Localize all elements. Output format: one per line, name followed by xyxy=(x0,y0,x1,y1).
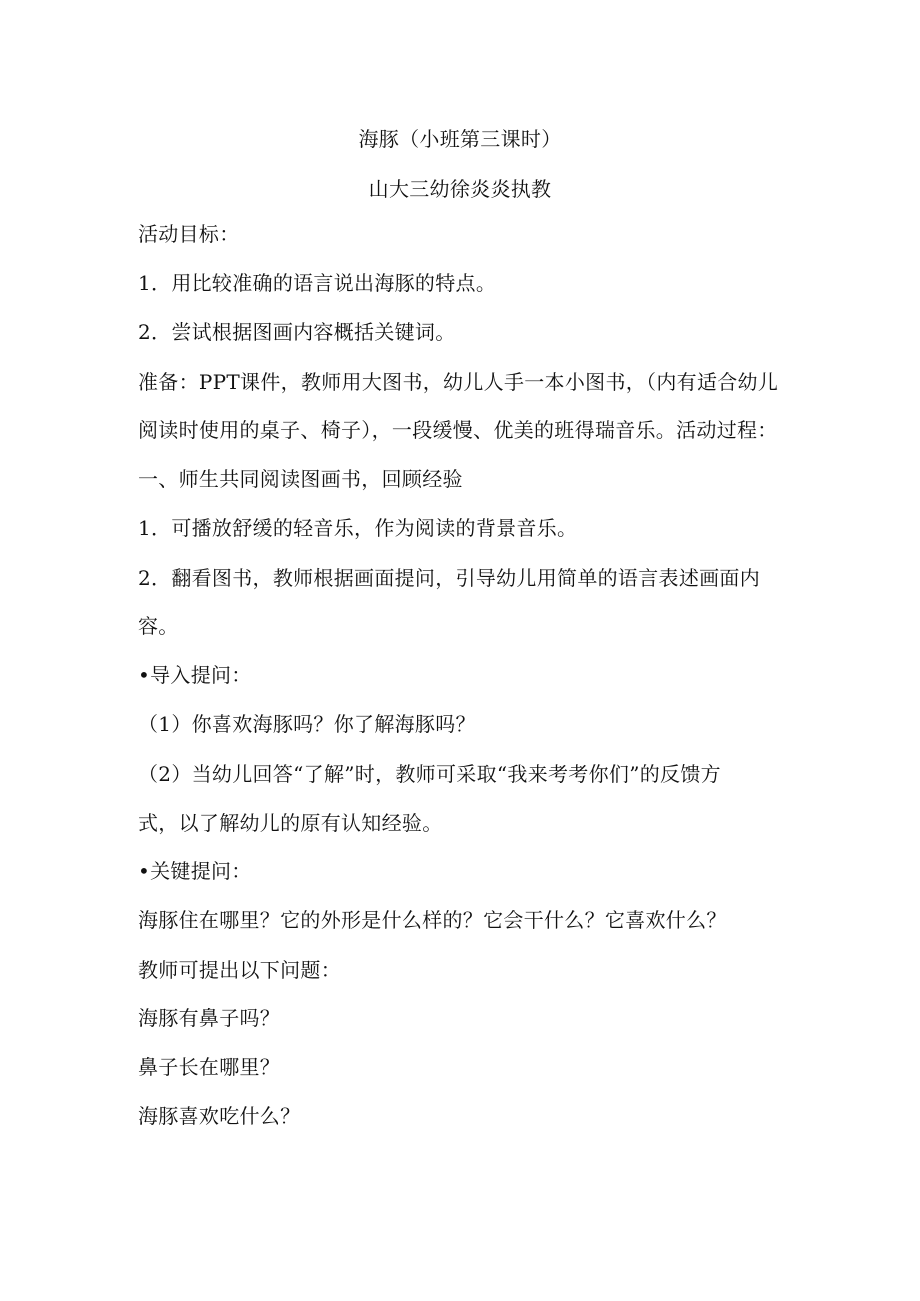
paragraph-line: 阅读时使用的桌子、椅子），一段缓慢、优美的班得瑞音乐。活动过程： xyxy=(138,418,778,442)
question-item: 海豚喜欢吃什么？ xyxy=(138,1104,301,1128)
document-title: 海豚（小班第三课时） xyxy=(358,127,562,151)
paragraph-line: 2．尝试根据图画内容概括关键词。 xyxy=(138,320,456,344)
paragraph-line: 教师可提出以下问题： xyxy=(138,958,341,982)
paragraph-line: （1）你喜欢海豚吗？你了解海豚吗？ xyxy=(138,712,476,736)
bullet-heading-intro-questions: •导入提问： xyxy=(138,663,252,687)
document-author: 山大三幼徐炎炎执教 xyxy=(368,177,552,201)
paragraph-line: 准备：PPT课件，教师用大图书，幼儿人手一本小图书，（内有适合幼儿 xyxy=(138,370,779,394)
paragraph-line: 2．翻看图书，教师根据画面提问，引导幼儿用简单的语言表述画面内 xyxy=(138,566,761,590)
paragraph-line: （2）当幼儿回答“了解”时，教师可采取“我来考考你们”的反馈方 xyxy=(138,762,721,786)
bullet-heading-key-questions: •关键提问： xyxy=(138,859,252,883)
section-heading-goals: 活动目标： xyxy=(138,222,240,246)
question-item: 鼻子长在哪里？ xyxy=(138,1055,281,1079)
paragraph-line: 容。 xyxy=(138,614,179,638)
section-heading-step-one: 一、师生共同阅读图画书，回顾经验 xyxy=(138,467,463,491)
paragraph-line: 海豚住在哪里？它的外形是什么样的？它会干什么？它喜欢什么？ xyxy=(138,908,727,932)
question-item: 海豚有鼻子吗？ xyxy=(138,1006,281,1030)
paragraph-line: 1．用比较准确的语言说出海豚的特点。 xyxy=(138,271,497,295)
paragraph-line: 1．可播放舒缓的轻音乐，作为阅读的背景音乐。 xyxy=(138,516,578,540)
paragraph-line: 式，以了解幼儿的原有认知经验。 xyxy=(138,811,443,835)
